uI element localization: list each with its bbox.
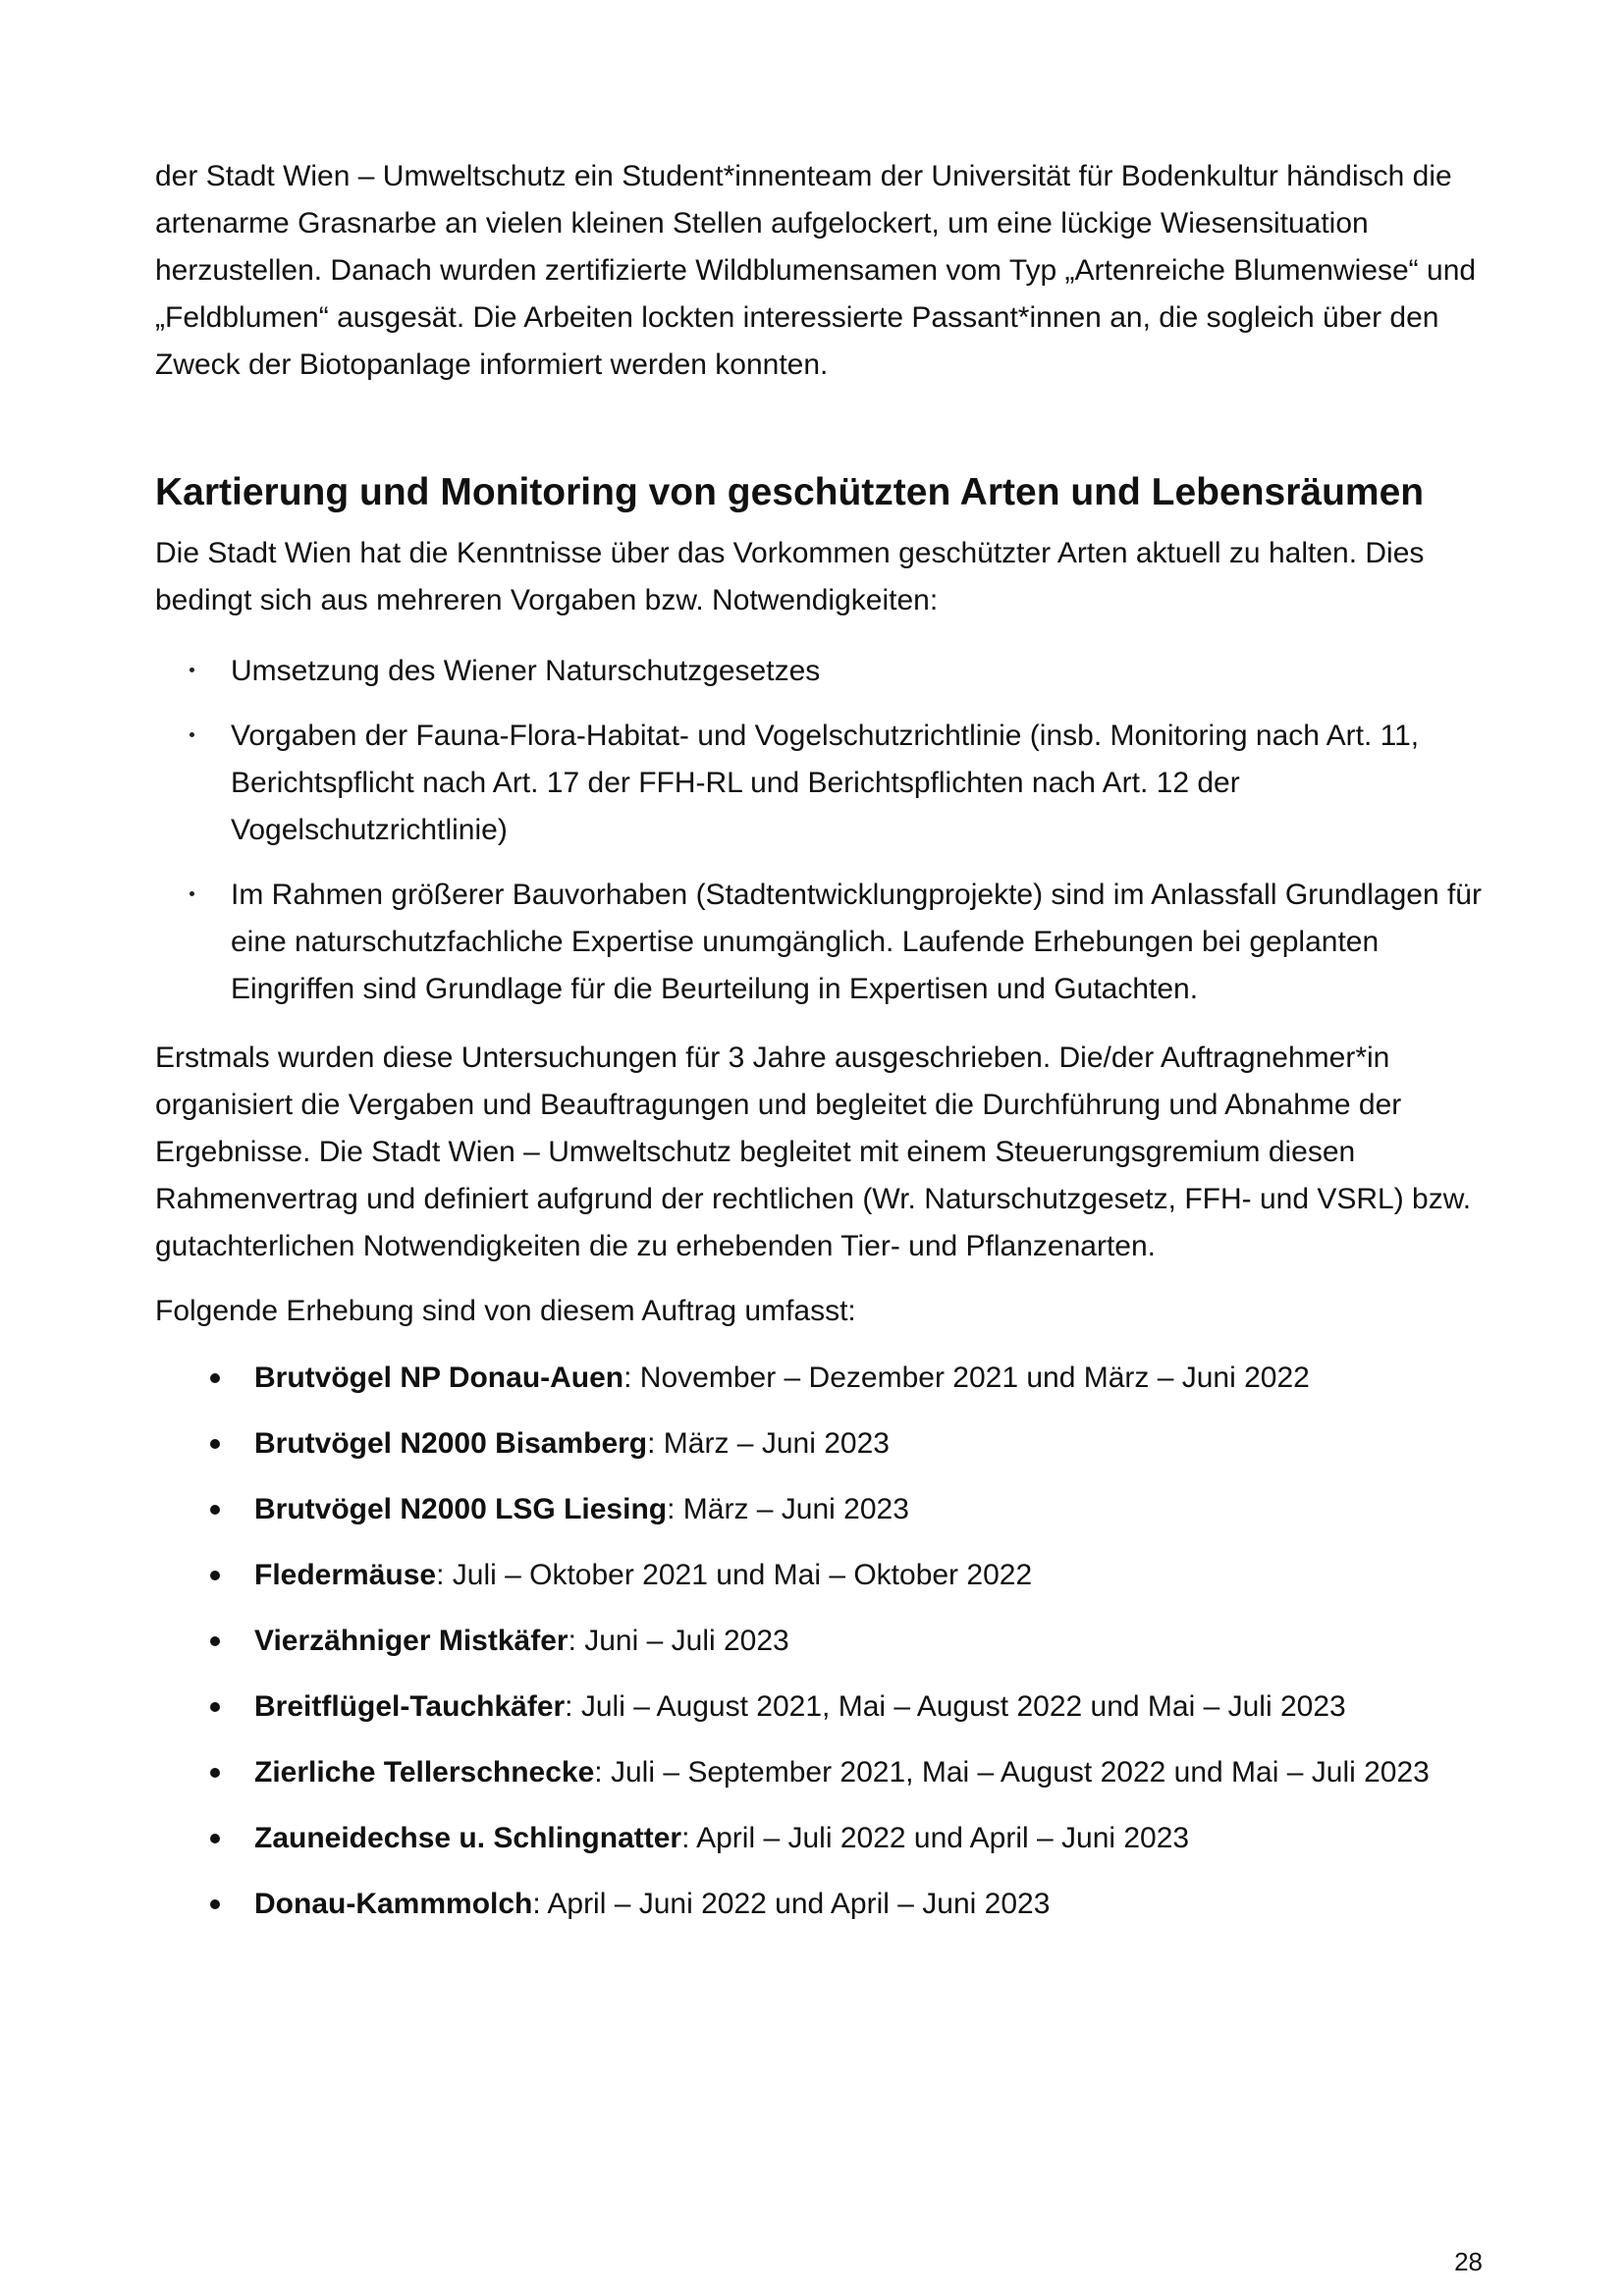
survey-name: Brutvögel N2000 Bisamberg [254,1427,648,1460]
bullet-dot-icon [189,732,194,737]
page-number: 28 [1454,2247,1483,2276]
section-heading: Kartierung und Monitoring von geschützten Arten und Lebensräumen [155,471,1425,513]
requirements-list [155,648,1490,1013]
bullet-icon [210,1636,220,1646]
survey-item [155,1683,1490,1731]
survey-item [155,1618,1490,1665]
bullet-icon [210,1439,220,1449]
requirement-item [155,872,1490,1013]
survey-period: : Juli – September 2021, Mai – August 2022 und Mai – Juli 2023 [594,1756,1430,1789]
survey-item [155,1881,1490,1928]
survey-period: : April – Juni 2022 und April – Juni 2023 [532,1888,1051,1920]
survey-name: Donau-Kammmolch [254,1888,533,1920]
bullet-dot-icon [189,891,194,896]
survey-period: : März – Juni 2023 [647,1427,890,1460]
requirement-item [155,713,1490,854]
survey-item [155,1815,1490,1862]
survey-period: : Juni – Juli 2023 [568,1625,789,1657]
survey-name: Brutvögel NP Donau-Auen [254,1362,624,1394]
bullet-icon [210,1834,220,1843]
bullet-icon [210,1768,220,1778]
erstmals-paragraph: Erstmals wurden diese Untersuchungen für 3 Jahre ausgeschrieben. Die/der Auftragnehmer*in organisiert die Vergaben und Beauftragungen und begleitet die Durchführung und Abnahme der Ergebnisse. Die Stadt Wien – Umweltschutz begleitet mit einem Steuerungsgremium diesen Rahmenvertrag und definiert aufgrund der rechtlichen (Wr. Naturschutzgesetz, FFH- und VSRL) bzw. gutachterlichen Notwendigkeiten die zu erhebenden Tier- und Pflanzenarten. [155,1041,1472,1262]
survey-period: : März – Juni 2023 [667,1493,909,1525]
survey-item [155,1486,1490,1533]
document-page [155,153,1490,1947]
survey-name: Breitflügel-Tauchkäfer [254,1690,566,1723]
survey-item [155,1749,1490,1796]
survey-period: : Juli – August 2021, Mai – August 2022 und Mai – Juli 2023 [565,1690,1346,1723]
survey-period: : November – Dezember 2021 und März – Juni 2022 [623,1362,1310,1394]
survey-name: Zierliche Tellerschnecke [254,1756,595,1789]
survey-name: Zauneidechse u. Schlingnatter [254,1822,682,1854]
survey-period: : April – Juli 2022 und April – Juni 2023 [681,1822,1190,1854]
survey-name: Fledermäuse [254,1559,437,1591]
requirement-item [155,648,1490,695]
survey-item [155,1552,1490,1599]
bullet-icon [210,1373,220,1383]
bullet-icon [210,1505,220,1515]
bullet-icon [210,1899,220,1909]
survey-name: Brutvögel N2000 LSG Liesing [254,1493,668,1525]
surveys-list [155,1355,1490,1928]
bullet-icon [210,1702,220,1712]
bullet-dot-icon [189,667,194,672]
requirement-text: Vorgaben der Fauna-Flora-Habitat- und Vogelschutzrichtlinie (insb. Monitoring nach Art. 11, Berichtspflicht nach Art. 17 der FFH-RL und Berichtspflichten nach Art. 12 der Vogelschutzrichtlinie) [231,720,1420,846]
survey-item [155,1420,1490,1468]
survey-name: Vierzähniger Mistkäfer [254,1625,568,1657]
requirement-text: Im Rahmen größerer Bauvorhaben (Stadtentwicklungprojekte) sind im Anlassfall Grundlagen für eine naturschutzfachliche Expertise unumgänglich. Laufende Erhebungen bei geplanten Eingriffen sind Grundlage für die Beurteilung in Expertisen und Gutachten. [231,879,1482,1005]
folgende-paragraph: Folgende Erhebung sind von diesem Auftrag umfasst: [155,1295,856,1327]
requirement-text: Umsetzung des Wiener Naturschutzgesetzes [231,655,821,687]
bullet-icon [210,1571,220,1580]
survey-item [155,1355,1490,1402]
survey-period: : Juli – Oktober 2021 und Mai – Oktober 2022 [436,1559,1033,1591]
lead-paragraph: Die Stadt Wien hat die Kenntnisse über das Vorkommen geschützter Arten aktuell zu halten. Dies bedingt sich aus mehreren Vorgaben bzw. Notwendigkeiten: [155,537,1425,616]
intro-paragraph: der Stadt Wien – Umweltschutz ein Student*innenteam der Universität für Bodenkultur händisch die artenarme Grasnarbe an vielen kleinen Stellen aufgelockert, um eine lückige Wiesensituation herzustellen. Danach wurden zertifizierte Wildblumensamen vom Typ „Artenreiche Blumenwiese“ und „Feldblumen“ ausgesät. Die Arbeiten lockten interessierte Passant*innen an, die sogleich über den Zweck der Biotopanlage informiert werden konnten. [155,160,1477,381]
